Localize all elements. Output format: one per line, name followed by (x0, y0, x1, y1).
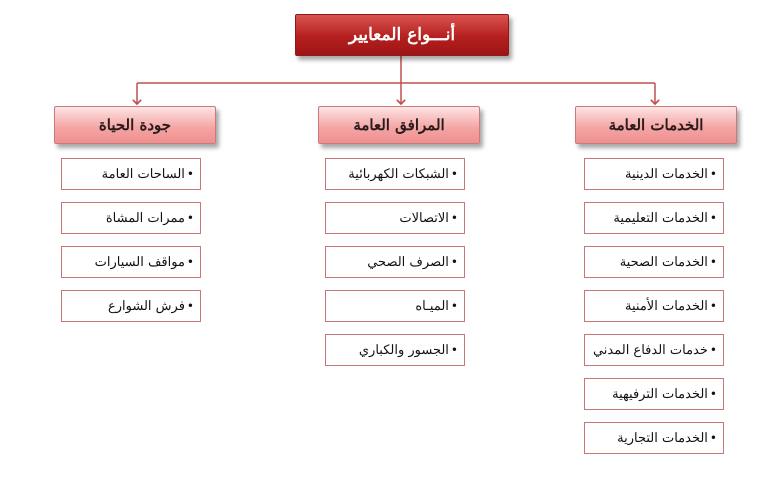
list-item: • فرش الشوارع (61, 290, 201, 322)
list-item: • الخدمات الصحية (584, 246, 724, 278)
public-utilities-list (325, 158, 465, 366)
list-item: • الميـاه (325, 290, 465, 322)
list-item: • ممرات المشاة (61, 202, 201, 234)
list-item: • خدمات الدفاع المدني (584, 334, 724, 366)
list-item: • الخدمات التعليمية (584, 202, 724, 234)
list-item: • الخدمات الأمنية (584, 290, 724, 322)
list-item: • الجسور والكباري (325, 334, 465, 366)
list-item: • الصرف الصحي (325, 246, 465, 278)
list-item: • الساحات العامة (61, 158, 201, 190)
list-item: • الخدمات التجارية (584, 422, 724, 454)
list-item: • الشبكات الكهربائية (325, 158, 465, 190)
public-services-list (584, 158, 724, 454)
list-item: • مواقف السيارات (61, 246, 201, 278)
list-item: • الخدمات الدينية (584, 158, 724, 190)
list-item: • الاتصالات (325, 202, 465, 234)
quality-of-life-list (61, 158, 201, 322)
category-public-services: الخدمات العامة (575, 106, 737, 144)
root-node-title: أنـــواع المعايير (295, 14, 509, 56)
category-quality-of-life: جودة الحياة (54, 106, 216, 144)
list-item: • الخدمات الترفيهية (584, 378, 724, 410)
category-public-utilities: المرافق العامة (318, 106, 480, 144)
